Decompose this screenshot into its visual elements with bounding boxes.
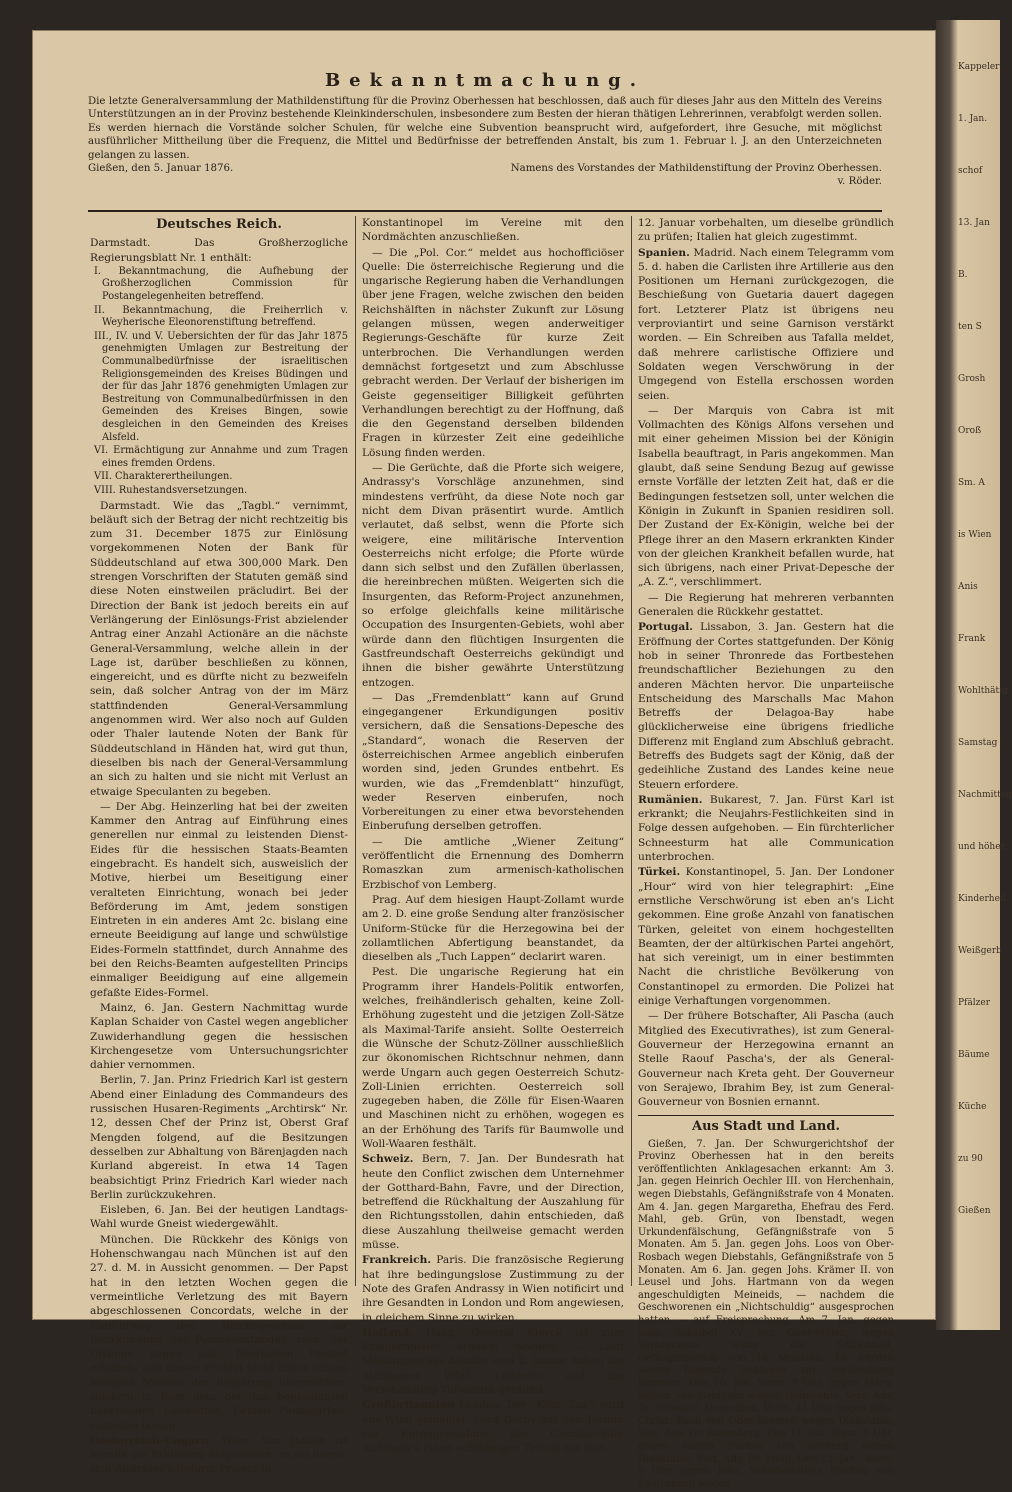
announcement-signer: v. Röder. (837, 176, 882, 188)
spine-fragment: Samstag (958, 738, 998, 748)
adjacent-page-fragments (958, 60, 1012, 1256)
article-paragraph: — Die „Pol. Cor.“ meldet aus hochofficiöser Quelle: Die österreichische Regierung und die ungarische Regierung haben die Verhandlungen über jene Fragen, welche zwischen den beiden Reichshälften in nächster Zukunft zur Lösung gelangen müssen, wegen anderweitiger Regierungs-Geschäfte für kurze Zeit unterbrochen. Die Verhandlungen werden demnächst fortgesetzt und zum Abschlusse gebracht werden. Der Verlauf der bisherigen im Geiste gegenseitiger Billigkeit geführten Verhandlungen berechtigt zu der Hoffnung, daß die den Gegenstand derselben bildenden Fragen in kürzester Zeit eine gedeihliche Lösung finden werden. (362, 246, 624, 459)
section-heading-grossbritannien: Großbritannien (362, 1399, 455, 1412)
article-paragraph: Berlin, 7. Jan. Prinz Friedrich Karl ist gestern Abend einer Einladung des Commandeurs des russischen Husaren-Regiments „Archtirsk“ Nr. 12, dessen Chef der Prinz ist, Oberst Graf Mengden folgend, auf die Besitzungen desselben zur Abhaltung von Bärenjagden nach Kurland abgereist. In etwa 14 Tagen beabsichtigt Prinz Friedrich Karl wieder nach Berlin zurückzukehren. (90, 1074, 348, 1201)
regierungsblatt-list (90, 266, 348, 498)
section-heading-rumaenien: Rumänien. (638, 793, 703, 806)
section-heading-oesterreich: Oesterreich-Ungarn. (90, 1434, 213, 1447)
section-rule (638, 1115, 894, 1116)
section-heading-frankreich: Frankreich. (362, 1254, 432, 1267)
article-paragraph: München. Die Rückkehr des Königs von Hohenschwangau nach München ist auf den 27. d. M. in Aussicht genommen. — Der Papst hat in den letzten Wochen gegen die vermeintliche Verletzung des mit Bayern abgeschlossenen Concordats, welche in der Einführung des Reichsgesetzes zur Beurkundung des Personenstandes, resp. der Civilehe liegen soll, feierlichen Protest erhoben, und diesen Protest nicht durch seinen hiesigen Nuntius der Regierung überreichen, sondern in Rom dem bei ihm beglaubigten bayerischen Gesandten, Grafen Paumgarten, zustellen lassen. (90, 1233, 348, 1432)
spine-fragment: Pfälzer (958, 998, 991, 1008)
announcement-title: Bekanntmachung. (324, 70, 646, 91)
section-heading-holland: Holland. (362, 1326, 413, 1339)
article-paragraph: Darmstadt. Das Großherzogliche Regierungsblatt Nr. 1 enthält: (90, 237, 348, 264)
section-heading-portugal: Portugal. (638, 621, 693, 634)
article-paragraph (362, 1398, 624, 1455)
list-item: VII. Charakterertheilungen. (94, 471, 233, 483)
column-1 (90, 216, 348, 1478)
article-text: Madrid. Nach einem Telegramm vom 5. d. haben die Carlisten ihre Artillerie aus den Positionen um Hernani zurückgezogen, die Beschießung von Guetaria dauert dagegen fort. Letzterer Platz ist übrigens neu verproviantirt und seine Garnison verstärkt worden. — Ein Schreiben aus Tafalla meldet, daß mehrere carlistische Offiziere und Soldaten wegen Verschwörung in der Umgegend von Estella erschossen worden seien. (638, 246, 894, 402)
article-paragraph (638, 620, 894, 792)
spine-fragment: is Wien (958, 530, 992, 540)
spine-fragment: B. (958, 270, 968, 280)
spine-fragment: Kappeler (958, 62, 1000, 72)
spine-fragment: Anis (958, 582, 978, 592)
spine-fragment: zu 90 (958, 1154, 983, 1164)
spine-fragment: Nachmittag (958, 790, 1012, 800)
list-item: III., IV. und V. Uebersichten der für das Jahr 1875 genehmigten Umlagen zur Bestreitung der Communalbedürfnisse der israelitischen Religionsgemeinden des Kreises Büdingen und der für das Jahr 1876 genehmigten Umlagen zur Bestreitung von Communalbedürfnissen in den Gemeinden des Kreises Bingen, sowie desgleichen in den Gemeinden des Kreises Alsfeld. (94, 330, 348, 443)
adjacent-page-edge (936, 20, 1012, 1330)
article-paragraph: — Das „Fremdenblatt“ kann auf Grund eingegangener Erkundigungen positiv versichern, daß die Sensations-Depesche des „Standard“, wonach die Reserven der österreichischen Armee angeblich einberufen worden sind, jeden Grundes entbehrt. Es wurden, wie das „Fremdenblatt“ hinzufügt, weder Reserven einberufen, noch Vorbereitungen zu einer etwa bevorstehenden Einberufung derselben getroffen. (362, 691, 624, 833)
announcement-issuer: Namens des Vorstandes der Mathildenstiftung der Provinz Oberhessen. (510, 163, 882, 175)
list-item: II. Bekanntmachung, die Freiherrlich v. Weyherische Eleonorenstiftung betreffend. (94, 304, 348, 329)
list-item: VI. Ermächtigung zur Annahme und zum Tragen eines fremden Ordens. (94, 445, 348, 469)
article-paragraph: — Der Abg. Heinzerling hat bei der zweiten Kammer den Antrag auf Einführung eines generellen nur einmal zu leistenden Dienst-Eides für die hessischen Staats-Beamten eingebracht. Es handelt sich, ausweislich der Motive, hierbei um Beseitigung einer veralteten Einrichtung, wonach bei jeder Beförderung im Amt, jedem sonstigen Eintreten in ein anderes Amt 2c. bislang eine erneute Beeidigung auf lange und schwülstige Eides-Formeln stattfindet, durch Annahme des bei den Reichs-Beamten aufgestellten Princips einmaliger Beeidigung auf eine allgemein gefaßte Eides-Formel. (90, 800, 348, 999)
spine-fragment: Bäume (958, 1050, 990, 1060)
announcement-block (88, 70, 882, 188)
article-paragraph: — Die Regierung hat mehreren verbannten Generalen die Rückkehr gestattet. (638, 591, 894, 619)
section-heading-spanien: Spanien. (638, 246, 690, 259)
article-paragraph: — Die amtliche „Wiener Zeitung“ veröffentlicht die Ernennung des Domherrn Romaszkan zum armenisch-katholischen Erzbischof von Lemberg. (362, 835, 624, 891)
article-text: Bern, 7. Jan. Der Bundesrath hat heute den Conflict zwischen dem Unternehmer der Gotthard-Bahn, Favre, und der Direction, betreffend die Rückhaltung der Auszahlung für den Richtungsstollen, dahin entschieden, daß diese Auszahlung theilweise gemacht werden müsse. (362, 1153, 625, 1252)
announcement-text: Die letzte Generalversammlung der Mathildenstiftung für die Provinz Oberhessen hat beschlossen, daß auch für dieses Jahr aus den Mitteln des Vereins Unterstützungen an in der Provinz bestehende Kleinkinderschulen, insbesondere zum Besten der hieran thätigen Lehrerinnen, verabfolgt werden sollen. Es werden hiernach die Vorstände solcher Schulen, für welche eine Subvention beansprucht wird, aufgefordert, ihre Gesuche, mit möglichst ausführlicher Mittheilung über die Frequenz, die Mittel und Bedürfnisse der betreffenden Anstalt, bis zum 1. Februar l. J. an den Unterzeichneten gelangen zu lassen. (88, 96, 882, 161)
header-rule (88, 210, 882, 212)
article-paragraph: Konstantinopel im Vereine mit den Nordmächten anzuschließen. (362, 217, 624, 244)
spine-fragment: Küche (958, 1102, 987, 1112)
column-2 (362, 216, 624, 1457)
article-paragraph: — Die Gerüchte, daß die Pforte sich weigere, Andrassy's Vorschläge anzunehmen, sind mindestens verfrüht, da diese Note noch gar nicht dem Divan präsentirt wurde. Amtlich verlautet, daß selbst, wenn die Pforte sich weigere, eine militärische Intervention Oesterreichs nicht erfolge; die Pforte würde dann sich selbst und den Zufällen überlassen, die hereinbrechen müßten. Weigerten sich die Insurgenten, das Reform-Project anzunehmen, so erfolge gleichfalls keine militärische Occupation des Insurgenten-Gebiets, wohl aber würde dann den flüchtigen Insurgenten die Gastfreundschaft Oesterreichs gekündigt und ihnen die bisher gewährte Unterstützung entzogen. (362, 462, 624, 689)
spine-fragment: 13. Jan (958, 218, 990, 228)
list-item: VIII. Ruhestandsversetzungen. (94, 484, 248, 496)
spine-fragment: Sm. A (958, 478, 985, 488)
article-text: Lissabon, 3. Jan. Gestern hat die Eröffnung der Cortes stattgefunden. Der König hob in seiner Thronrede das Fortbestehen freundschaftlicher Beziehungen zu den anderen Mächten hervor. Die unparteiische Entscheidung des Marschalls Mac Mahon Betreffs der Delagoa-Bay habe glücklicherweise eine übrigens friedliche Differenz mit England zum Abschluß gebracht. Betreffs des Budgets sagt der König, daß der gedeihliche Zustand des Landes keine neue Steuern erfordere. (638, 621, 894, 791)
article-text: Paris. Die französische Regierung hat ihre bedingungslose Zustimmung zu der Note des Grafen Andrassy in Wien notificirt und ihre Gesandten in London und Rom angewiesen, in gleichem Sinne zu wirken. (362, 1254, 624, 1324)
article-paragraph: — Der frühere Botschafter, Ali Pascha (auch Mitglied des Executivrathes), ist zum General-Gouverneur der Herzegowina ernannt an Stelle Raouf Pascha's, der als General-Gouverneur nach Kreta geht. Der Gouverneur von Serajewo, Ibrahim Bey, ist zum General-Gouverneur von Bosnien ernannt. (638, 1010, 894, 1109)
spine-fragment: schof (958, 166, 983, 176)
announcement-signature-line (88, 162, 882, 175)
article-paragraph (638, 246, 894, 403)
spine-fragment: Kinderheil (958, 894, 1006, 904)
spine-fragment: 1. Jan. (958, 114, 988, 124)
column-rule-2 (631, 216, 632, 1286)
article-paragraph: Pest. Die ungarische Regierung hat ein Programm ihrer Handels-Politik entworfen, welches, freihändlerisch gehalten, keine Zoll-Erhöhung zugesteht und die jetzigen Zoll-Sätze als Maximal-Tarife ansieht. Sollte Oesterreich die Wünsche der Schutz-Zöllner ausschließlich zur ökonomischen Richtschnur nehmen, dann werde Ungarn auch gegen Oesterreich Schutz-Zoll-Linien errichten. Oesterreich soll zugegeben haben, die Zölle für Eisen-Waaren und Maschinen nicht zu erhöhen, wogegen es an der Erhöhung des Tarifs für Baumwolle und Woll-Waaren festhält. (362, 966, 624, 1150)
spine-fragment: ten S (958, 322, 982, 332)
article-text: London. Der „Köln. Ztg.“ wird aus Wien gemeldet: Lord Derby hat den Termin zur Entgegennahme der Circular-Note Andrassy's einen achttägigen Termin bis zum (362, 1399, 624, 1455)
article-paragraph: Mainz, 6. Jan. Gestern Nachmittag wurde Kaplan Schaider von Castel wegen angeblicher Zuwiderhandlung gegen die hessischen Kirchengesetze vom Untersuchungsrichter dahier vernommen. (90, 1001, 348, 1072)
article-paragraph (90, 1434, 348, 1477)
spine-fragment: und höher (958, 842, 1005, 852)
section-heading-schweiz: Schweiz. (362, 1153, 414, 1166)
article-paragraph: — Der Marquis von Cabra ist mit Vollmachten des Königs Alfons versehen und mit einer geheimen Mission bei der Königin Isabella beauftragt, in Paris angekommen. Man glaubt, daß seine Sendung Bezug auf gewisse ernste Vorfälle der letzten Zeit hat, daß er die Bedingungen festsetzen soll, unter welchen die Königin in Zukunft in Spanien residiren soll. Der Zustand der Ex-Königin, welche bei der Pflege ihrer an den Masern erkrankten Kinder von der gleichen Krankheit befallen wurde, hat sich übrigens, nach einer Privat-Depesche der „A. Z.“, verschlimmert. (638, 404, 894, 589)
article-paragraph: Darmstadt. Wie das „Tagbl.“ vernimmt, beläuft sich der Betrag der nicht rechtzeitig bis zum 31. December 1875 zur Einlösung vorgekommenen Noten der Bank für Süddeutschland auf etwa 300,000 Mark. Den strengen Vorschriften der Statuten gemäß sind diese Noten einstweilen präcludirt. Bei der Direction der Bank ist jedoch bereits ein auf Verlängerung der Einlösungs-Frist abzielender Antrag einer Anzahl Actionäre an die nächste General-Versammlung, welche allein in der Lage ist, darüber beschließen zu können, eingereicht, und es dürfte nicht zu bezweifeln sein, daß solcher Antrag von der im März stattfindenden General-Versammlung angenommen wird. Wer also noch auf Gulden oder Thaler lautende Noten der Bank für Süddeutschland in Händen hat, wird gut thun, dieselben bis nach der General-Versammlung an sich zu halten und sie nicht mit Verlust an etwaige Speculanten zu begeben. (90, 499, 348, 798)
article-paragraph: 12. Januar vorbehalten, um dieselbe gründlich zu prüfen; Italien hat gleich zugestimmt. (638, 217, 894, 244)
article-paragraph (362, 1152, 624, 1252)
section-heading-deutsches-reich: Deutsches Reich. (156, 217, 282, 232)
announcement-date: Gießen, den 5. Januar 1876. (88, 163, 234, 175)
article-paragraph (638, 865, 894, 1008)
article-text: Wien. Von Italien ist bereits die Erklärung eingelaufen, es sei bereit, sich Andrassy's Reform-Project in (90, 1434, 348, 1476)
spine-fragment: Gießen (958, 1206, 991, 1216)
article-paragraph (362, 1326, 624, 1397)
section-heading-tuerkei: Türkei. (638, 866, 681, 879)
article-text: Bukarest, 7. Jan. Fürst Karl ist erkrankt; die Neujahrs-Festlichkeiten sind in Folge dessen aufgehoben. — Ein fürchterlicher Schneesturm hat alle Communication unterbrochen. (638, 793, 894, 864)
article-text: Konstantinopel, 5. Jan. Der Londoner „Hour“ wird von hier telegraphirt: „Eine ernstliche Verschwörung ist eben an's Licht gekommen. Eine große Anzahl von fanatischen Türken, geleitet von einem hochgestellten Beamten, der der altürkischen Partei angehört, hat sich vereinigt, um in einer bestimmten Nacht die christliche Bevölkerung von Constantinopel zu ermorden. Die Polizei hat einige Verhaftungen vorgenommen. (638, 866, 894, 1008)
article-paragraph: Eisleben, 6. Jan. Bei der heutigen Landtags-Wahl wurde Gneist wiedergewählt. (90, 1204, 348, 1231)
list-item: I. Bekanntmachung, die Aufhebung der Großherzoglichen Commission für Postangelegenheiten betreffend. (94, 265, 348, 303)
article-paragraph: Gießen, 7. Jan. Der Schwurgerichtshof der Provinz Oberhessen hat in den bereits veröffentlichten Anklagesachen erkannt: Am 3. Jan. gegen Heinrich Oechler III. von Herchenhain, wegen Diebstahls, Gefängnißstrafe von 4 Monaten. Am 4. Jan. gegen Margaretha, Ehefrau des Ferd. Mahl, geb. Grün, von Ibenstadt, wegen Urkundenfälschung, Gefängnißstrafe von 5 Monaten. Am 5. Jan. gegen Johs. Loos von Ober-Rosbach wegen Diebstahls, Gefängnißstrafe von 5 Monaten. Am 6. Jan. gegen Johs. Krämer II. von Leusel und Johs. Hartmann von da wegen angeschuldigten Meineids, — nachdem die Geschworenen ein „Nichtschuldig“ ausgesprochen hatten — auf Freisprechung. Am 7. Jan. gegen Johs. Scheibel XV. von Ober-Mölen, wegen Verbrechens wider die Sittlichkeit, Gefängnißstrafe von 14 Monaten. Es werden weiter folgende Anklagen zur Verhandlung kommen: Den 10. Jan. Vorm. 9 Uhr, gegen Marg. Rößler von Gelnhaar wegen Diebstahls. Vert. Adv. Dr. Schwarz. Denselben, Vorm. 11 Uhr, gegen Johs. Christ. Bach von Ober-Seemen wegen Diebstahls, Vert. Adv. Dr. Rosenberg. Den 11. Jan. Vorm. 9 Uhr, gegen Joseph Stieber von Borberg wegen Diebstahls, Vert. Adv. Dr. Mühl. Den 12. Jan., Vorm. 9 Uhr, gegen Johs. Schiebelhuth's Ehefrau von Lauterbach wegen (638, 1138, 894, 1490)
article-paragraph (638, 793, 894, 864)
spine-fragment: Wohlthätig (958, 686, 1008, 696)
column-rule-1 (355, 216, 356, 1286)
spine-fragment: Frank (958, 634, 986, 644)
article-text: Haag. General Klerck ist zum Kriegsminister ernannt worden. — Laut Meldungen aus Atschin vom 2. Januar haben die Atchinesen Vital, Lamteric und die Verschanzung Töfonanta geräumt. (362, 1326, 624, 1397)
spine-fragment: Oroß (958, 426, 982, 436)
column-3 (638, 216, 894, 1492)
article-paragraph: Prag. Auf dem hiesigen Haupt-Zollamt wurde am 2. D. eine große Sendung alter französischer Uniform-Stücke für die Herzegowina bei der zollamtlichen Abfertigung beanstandet, da dieselben als „Tuch Lappen“ declarirt waren. (362, 893, 624, 964)
article-paragraph (362, 1253, 624, 1324)
spine-fragment: Grosh (958, 374, 986, 384)
newspaper-page (32, 30, 936, 1490)
section-heading-aus-stadt-und-land: Aus Stadt und Land. (692, 1119, 840, 1135)
spine-fragment: Weißgerb (958, 946, 1002, 956)
